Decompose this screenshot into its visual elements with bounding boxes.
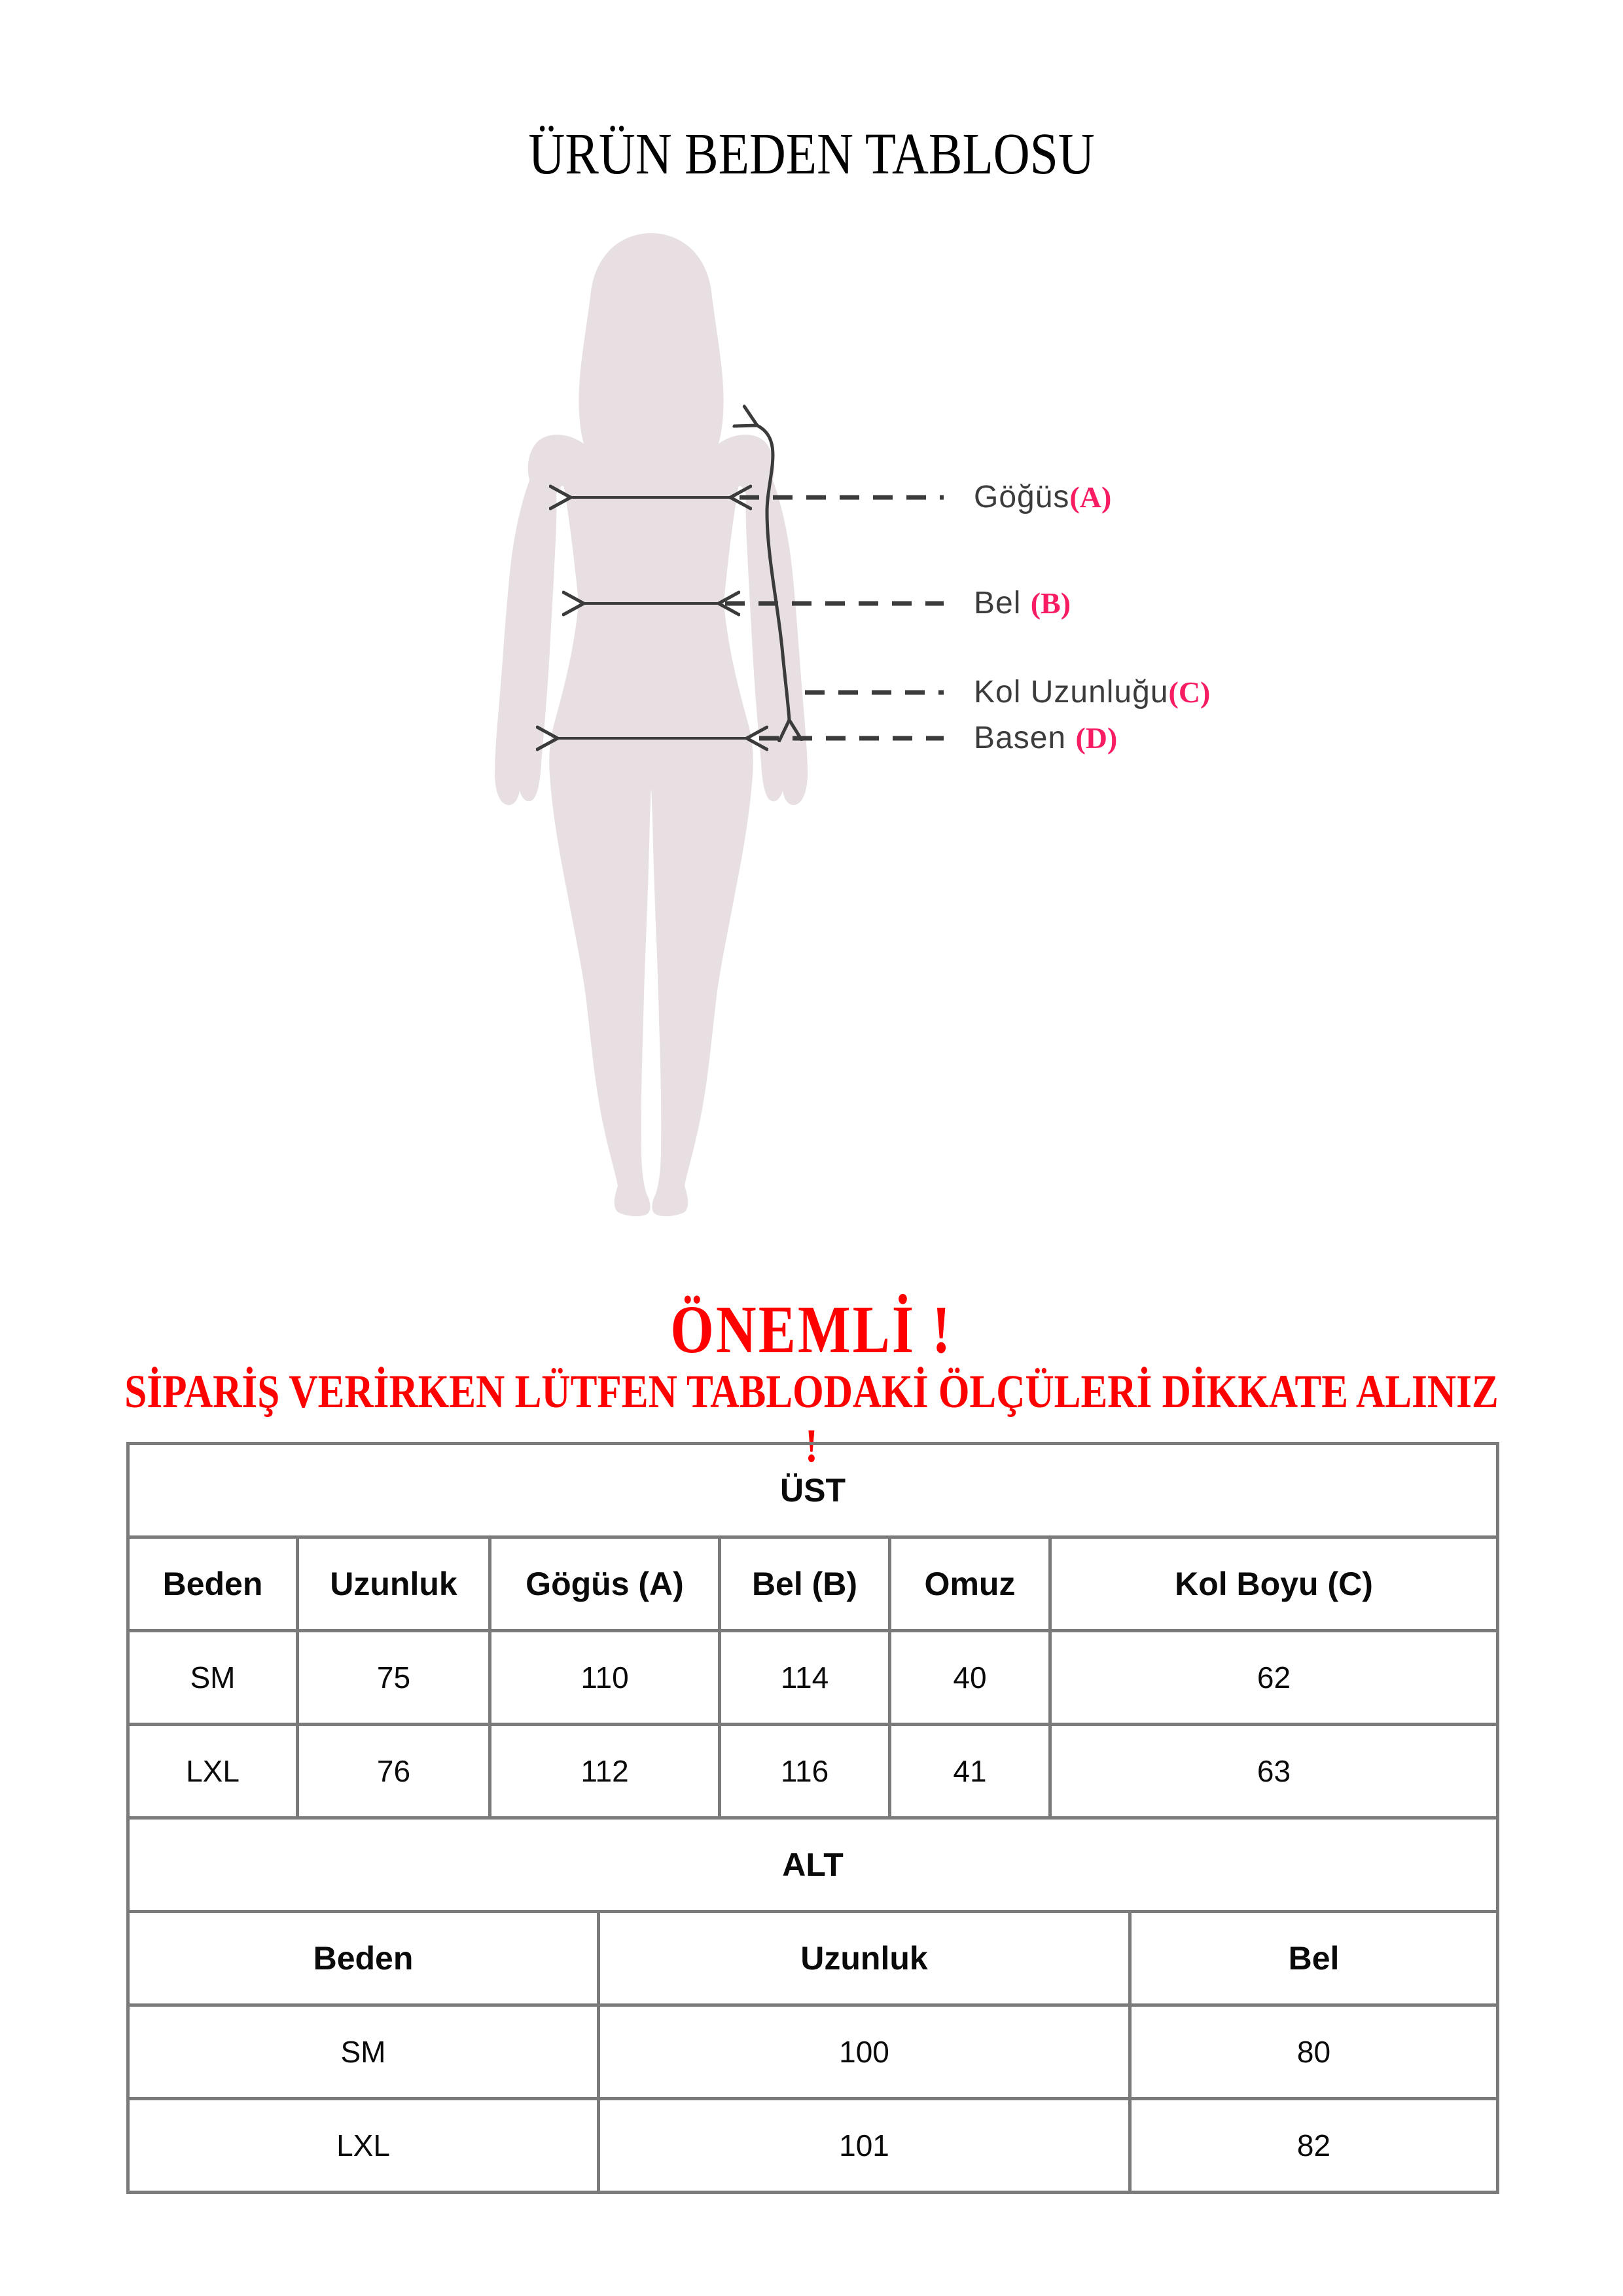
col-header-gogus: Gögüs (A)	[490, 1537, 720, 1631]
label-hip-letter: (D)	[1075, 721, 1118, 755]
page-title: ÜRÜN BEDEN TABLOSU	[528, 122, 1095, 187]
col-header-uzunluk: Uzunluk	[599, 1912, 1130, 2005]
table-header-row	[128, 1537, 1498, 1631]
table-row	[128, 1631, 1498, 1725]
cell-size: SM	[128, 2005, 599, 2099]
label-chest	[974, 478, 1111, 516]
col-header-omuz: Omuz	[890, 1537, 1050, 1631]
size-tables	[126, 1442, 1496, 2194]
important-warning-heading: ÖNEMLİ !	[670, 1292, 953, 1367]
cell-value: 112	[490, 1725, 720, 1818]
cell-value: 75	[298, 1631, 490, 1725]
order-warning-text: SİPARİŞ VERİRKEN LÜTFEN TABLODAKİ ÖLÇÜLERİ DİKKATE ALINIZ !	[124, 1365, 1499, 1472]
cell-value: 101	[599, 2099, 1130, 2193]
table-row	[128, 2099, 1498, 2193]
label-hip	[974, 719, 1117, 757]
alt-section-title: ALT	[128, 1818, 1498, 1912]
cell-value: 116	[720, 1725, 890, 1818]
cell-value: 41	[890, 1725, 1050, 1818]
cell-size: SM	[128, 1631, 298, 1725]
table-section-row	[128, 1444, 1498, 1537]
table-section-row	[128, 1818, 1498, 1912]
label-waist-letter: (B)	[1030, 586, 1071, 620]
col-header-bel: Bel (B)	[720, 1537, 890, 1631]
cell-size: LXL	[128, 1725, 298, 1818]
cell-value: 80	[1130, 2005, 1498, 2099]
table-row	[128, 1725, 1498, 1818]
cell-value: 63	[1050, 1725, 1498, 1818]
label-chest-letter: (A)	[1069, 480, 1112, 514]
cell-value: 114	[720, 1631, 890, 1725]
col-header-beden: Beden	[128, 1537, 298, 1631]
label-waist-text: Bel	[974, 586, 1031, 620]
cell-size: LXL	[128, 2099, 599, 2193]
cell-value: 110	[490, 1631, 720, 1725]
cell-value: 40	[890, 1631, 1050, 1725]
col-header-kolboyu: Kol Boyu (C)	[1050, 1537, 1498, 1631]
alt-size-table	[126, 1816, 1499, 2194]
cell-value: 100	[599, 2005, 1130, 2099]
label-waist	[974, 584, 1071, 622]
cell-value: 76	[298, 1725, 490, 1818]
cell-value: 62	[1050, 1631, 1498, 1725]
label-arm-length-letter: (C)	[1168, 675, 1211, 709]
ust-size-table	[126, 1442, 1499, 1820]
label-chest-text: Göğüs	[974, 480, 1070, 514]
cell-value: 82	[1130, 2099, 1498, 2193]
label-hip-text: Basen	[974, 721, 1076, 755]
label-arm-length	[974, 673, 1210, 711]
table-header-row	[128, 1912, 1498, 2005]
label-arm-length-text: Kol Uzunluğu	[974, 675, 1169, 709]
ust-section-title: ÜST	[128, 1444, 1498, 1537]
col-header-beden: Beden	[128, 1912, 599, 2005]
table-row	[128, 2005, 1498, 2099]
col-header-bel: Bel	[1130, 1912, 1498, 2005]
woman-silhouette	[495, 233, 808, 1216]
col-header-uzunluk: Uzunluk	[298, 1537, 490, 1631]
